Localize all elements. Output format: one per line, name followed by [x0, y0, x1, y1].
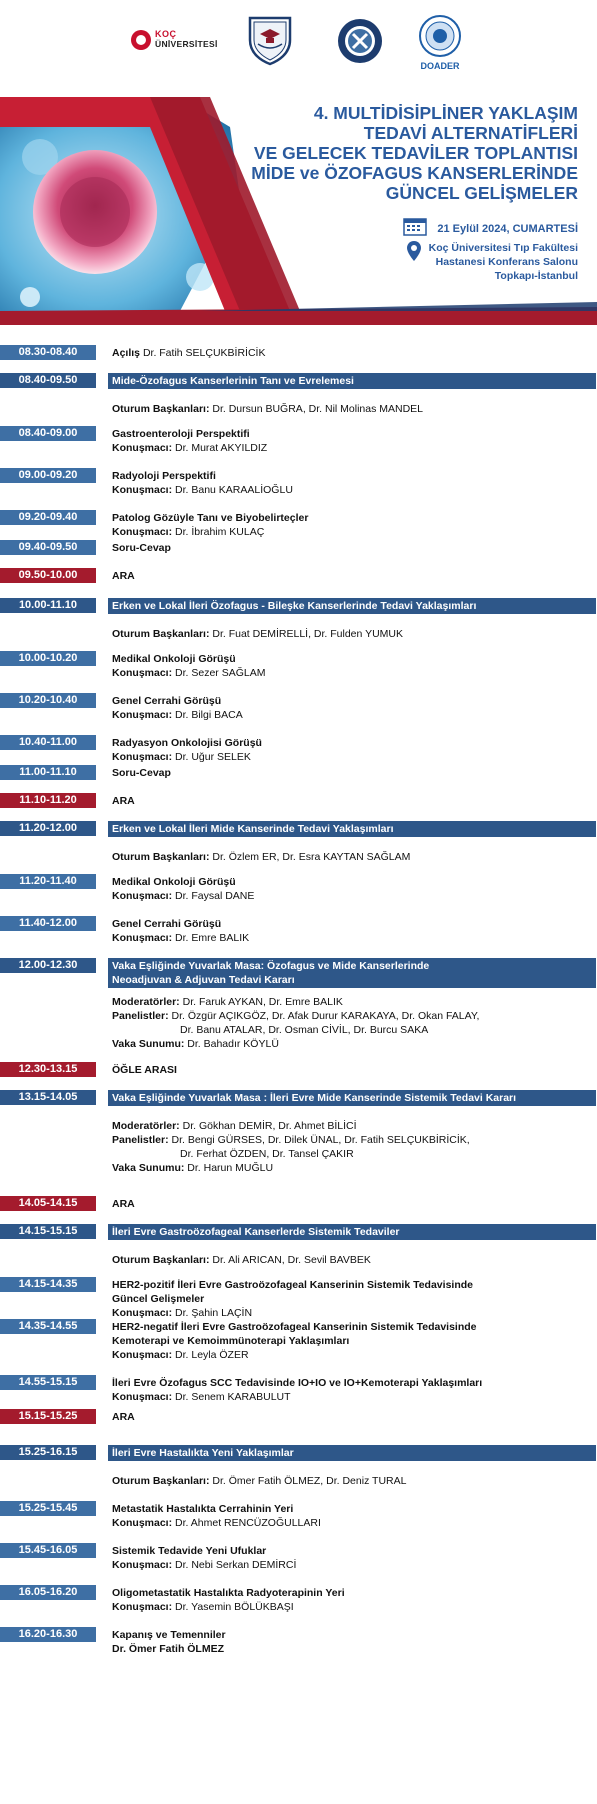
- case-label: Vaka Sunumu:: [112, 1038, 185, 1050]
- speaker-name: Dr. Leyla ÖZER: [175, 1349, 249, 1361]
- talk-title: ARA: [112, 795, 135, 807]
- talk-title: Soru-Cevap: [112, 767, 171, 779]
- event-title: [251, 103, 578, 203]
- program-item-text: [112, 766, 592, 780]
- speaker-label: Konuşmacı:: [112, 442, 173, 454]
- item-text: Dr. Fuat DEMİRELLİ, Dr. Fulden YUMUK: [212, 628, 403, 640]
- case-label: Vaka Sunumu:: [112, 1162, 185, 1174]
- item-text: Dr. Dursun BUĞRA, Dr. Nil Molinas MANDEL: [212, 403, 424, 415]
- session-title: Mide-Özofagus Kanserlerinin Tanı ve Evrelemesi: [112, 375, 354, 387]
- time-badge: 08.40-09.00: [0, 426, 96, 441]
- location-line-2: Hastanesi Konferans Salonu: [435, 256, 578, 268]
- talk-title: Kapanış ve Temenniler: [112, 1629, 226, 1641]
- session-title-bar: [108, 958, 596, 988]
- program-item-text: [112, 569, 592, 583]
- program-item-text: [112, 427, 592, 455]
- item-label: Oturum Başkanları:: [112, 1475, 210, 1487]
- item-text: Dr. Ali ARICAN, Dr. Sevil BAVBEK: [212, 1254, 371, 1266]
- title-line-2: TEDAVİ ALTERNATİFLERİ: [363, 123, 578, 143]
- program-item-text: [112, 511, 592, 539]
- session-title-bar: [108, 821, 596, 837]
- program-item-text: [112, 1278, 592, 1320]
- speaker-name: Dr. Emre BALIK: [175, 932, 250, 944]
- session-title: İleri Evre Gastroözofageal Kanserlerde Sistemik Tedaviler: [112, 1226, 400, 1238]
- program-item-text: [112, 1119, 592, 1175]
- talk-title-line-2: Kemoterapi ve Kemoimmünoterapi Yaklaşımları: [112, 1335, 350, 1347]
- time-badge: 14.35-14.55: [0, 1319, 96, 1334]
- speaker-name: Dr. Uğur SELEK: [175, 751, 251, 763]
- time-badge: 09.50-10.00: [0, 568, 96, 583]
- program-item-text: [112, 541, 592, 555]
- panelists-names: Dr. Özgür AÇIKGÖZ, Dr. Afak Durur KARAKAYA, Dr. Okan FALAY,: [171, 1010, 480, 1022]
- case-presenter: Dr. Bahadır KÖYLÜ: [187, 1038, 279, 1050]
- speaker-label: Konuşmacı:: [112, 1391, 173, 1403]
- program-item-text: [112, 694, 592, 722]
- speaker-label: Konuşmacı:: [112, 1307, 173, 1319]
- panelists-label: Panelistler:: [112, 1134, 169, 1146]
- time-badge: 15.15-15.25: [0, 1409, 96, 1424]
- program-item-text: [112, 736, 592, 764]
- program-item-text: [112, 1544, 592, 1572]
- session-title: Erken ve Lokal İleri Özofagus - Bileşke Kanserlerinde Tedavi Yaklaşımları: [112, 600, 477, 612]
- speaker-name: Dr. Murat AKYILDIZ: [175, 442, 268, 454]
- speaker-label: Konuşmacı:: [112, 1601, 173, 1613]
- speaker-label: Konuşmacı:: [112, 1559, 173, 1571]
- moderators-label: Moderatörler:: [112, 1120, 180, 1132]
- title-line-1: 4. MULTİDİSİPLİNER YAKLAŞIM: [313, 103, 578, 123]
- program-item-text: [112, 1474, 592, 1488]
- time-badge: 11.20-12.00: [0, 821, 96, 836]
- talk-title: ARA: [112, 1198, 135, 1210]
- program-item-text: [112, 469, 592, 497]
- time-badge: 10.20-10.40: [0, 693, 96, 708]
- item-label: Oturum Başkanları:: [112, 851, 210, 863]
- session-title-bar: [108, 1090, 596, 1106]
- shield-logo: [244, 14, 296, 66]
- item-text: Dr. Fatih SELÇUKBİRİCİK: [142, 347, 266, 359]
- talk-title: Metastatik Hastalıkta Cerrahinin Yeri: [112, 1503, 294, 1515]
- time-badge: 10.00-10.20: [0, 651, 96, 666]
- moderators-label: Moderatörler:: [112, 996, 180, 1008]
- time-badge: 12.00-12.30: [0, 958, 96, 973]
- speaker-label: Konuşmacı:: [112, 932, 173, 944]
- speaker-label: Konuşmacı:: [112, 890, 173, 902]
- talk-title: ARA: [112, 1411, 135, 1423]
- talk-title: Medikal Onkoloji Görüşü: [112, 876, 236, 888]
- session-title: Vaka Eşliğinde Yuvarlak Masa : İleri Evre Mide Kanserinde Sistemik Tedavi Kararı: [112, 1092, 517, 1104]
- talk-title: Genel Cerrahi Görüşü: [112, 695, 222, 707]
- talk-title: Oligometastatik Hastalıkta Radyoterapinin Yeri: [112, 1587, 345, 1599]
- panelists-names: Dr. Bengi GÜRSES, Dr. Dilek ÜNAL, Dr. Fatih SELÇUKBİRİCİK,: [171, 1134, 470, 1146]
- item-label: Açılış: [112, 347, 141, 359]
- speaker-label: Konuşmacı:: [112, 1349, 173, 1361]
- program-item-text: [112, 850, 592, 864]
- program-item-text: [112, 1063, 592, 1077]
- talk-title: Radyoloji Perspektifi: [112, 470, 216, 482]
- speaker-label: Konuşmacı:: [112, 1517, 173, 1529]
- program-item-text: [112, 1586, 592, 1614]
- time-badge: 10.00-11.10: [0, 598, 96, 613]
- program-item-text: [112, 794, 592, 808]
- talk-title-line-2: Güncel Gelişmeler: [112, 1293, 205, 1305]
- speaker-name: Dr. Ahmet RENCÜZOĞULLARI: [175, 1517, 321, 1529]
- time-badge: 11.00-11.10: [0, 765, 96, 780]
- time-badge: 11.40-12.00: [0, 916, 96, 931]
- talk-title: Radyasyon Onkolojisi Görüşü: [112, 737, 262, 749]
- panelists-names-line-2: Dr. Ferhat ÖZDEN, Dr. Tansel ÇAKIR: [180, 1148, 354, 1160]
- time-badge: 14.15-15.15: [0, 1224, 96, 1239]
- location-row: [407, 241, 578, 283]
- time-badge: 14.15-14.35: [0, 1277, 96, 1292]
- program-item-text: [112, 346, 592, 360]
- program-item-text: [112, 1197, 592, 1211]
- time-badge: 09.00-09.20: [0, 468, 96, 483]
- doader-logo-text: DOADER: [420, 61, 460, 71]
- speaker-label: Konuşmacı:: [112, 484, 173, 496]
- time-badge: 14.55-15.15: [0, 1375, 96, 1390]
- time-badge: 08.30-08.40: [0, 345, 96, 360]
- program-item-text: [112, 1253, 592, 1267]
- time-badge: 16.05-16.20: [0, 1585, 96, 1600]
- moderators-names: Dr. Gökhan DEMİR, Dr. Ahmet BİLİCİ: [182, 1120, 357, 1132]
- talk-title: Soru-Cevap: [112, 542, 171, 554]
- event-date: 21 Eylül 2024, CUMARTESİ: [437, 222, 578, 235]
- speaker-label: Konuşmacı:: [112, 526, 173, 538]
- doader-logo: [415, 14, 465, 72]
- speaker-label: Konuşmacı:: [112, 709, 173, 721]
- session-title-line-2: Neoadjuvan & Adjuvan Tedavi Kararı: [112, 974, 295, 986]
- title-line-3: VE GELECEK TEDAVİLER TOPLANTISI: [253, 143, 578, 163]
- time-badge: 15.45-16.05: [0, 1543, 96, 1558]
- koc-logo-line2: ÜNİVERSİTESİ: [155, 39, 218, 49]
- speaker-name: Dr. Şahin LAÇİN: [175, 1307, 253, 1319]
- talk-title: HER2-pozitif İleri Evre Gastroözofageal Kanserinin Sistemik Tedavisinde: [112, 1279, 473, 1291]
- program-item-text: [112, 917, 592, 945]
- program-item-text: [112, 1502, 592, 1530]
- closing-speaker: Dr. Ömer Fatih ÖLMEZ: [112, 1643, 225, 1655]
- item-label: Oturum Başkanları:: [112, 628, 210, 640]
- talk-title: ÖĞLE ARASI: [112, 1064, 177, 1076]
- item-label: Oturum Başkanları:: [112, 1254, 210, 1266]
- time-badge: 12.30-13.15: [0, 1062, 96, 1077]
- speaker-name: Dr. Nebi Serkan DEMİRCİ: [175, 1559, 297, 1571]
- calendar-icon: [403, 216, 427, 241]
- location-pin-icon: [407, 241, 421, 283]
- panelists-names-line-2: Dr. Banu ATALAR, Dr. Osman CİVİL, Dr. Burcu SAKA: [180, 1024, 429, 1036]
- program-item-text: [112, 995, 592, 1051]
- time-badge: 10.40-11.00: [0, 735, 96, 750]
- program-item-text: [112, 1628, 592, 1656]
- time-badge: 09.20-09.40: [0, 510, 96, 525]
- session-title-bar: [108, 598, 596, 614]
- program-item-text: [112, 1320, 592, 1362]
- session-title: İleri Evre Hastalıkta Yeni Yaklaşımlar: [112, 1447, 294, 1459]
- program-item-text: [112, 1376, 592, 1404]
- panelists-label: Panelistler:: [112, 1010, 169, 1022]
- talk-title: HER2-negatif İleri Evre Gastroözofageal Kanserinin Sistemik Tedavisinde: [112, 1321, 477, 1333]
- program-item-text: [112, 402, 592, 416]
- program-item-text: [112, 1410, 592, 1424]
- talk-title: İleri Evre Özofagus SCC Tedavisinde IO+IO ve IO+Kemoterapi Yaklaşımları: [112, 1377, 483, 1389]
- session-title: Vaka Eşliğinde Yuvarlak Masa: Özofagus ve Mide Kanserlerinde: [112, 960, 430, 972]
- item-label: Oturum Başkanları:: [112, 403, 210, 415]
- session-title: Erken ve Lokal İleri Mide Kanserinde Tedavi Yaklaşımları: [112, 823, 394, 835]
- koc-logo-line1: KOÇ: [155, 29, 177, 39]
- time-badge: 15.25-15.45: [0, 1501, 96, 1516]
- location-line-3: Topkapı-İstanbul: [494, 270, 578, 282]
- item-text: Dr. Özlem ER, Dr. Esra KAYTAN SAĞLAM: [212, 851, 411, 863]
- case-presenter: Dr. Harun MUĞLU: [187, 1162, 274, 1174]
- program-item-text: [112, 627, 592, 641]
- talk-title: Gastroenteroloji Perspektifi: [112, 428, 250, 440]
- item-text: Dr. Ömer Fatih ÖLMEZ, Dr. Deniz TURAL: [212, 1475, 407, 1487]
- talk-title: Sistemik Tedavide Yeni Ufuklar: [112, 1545, 267, 1557]
- title-line-4: MİDE ve ÖZOFAGUS KANSERLERİNDE: [251, 163, 578, 183]
- time-badge: 11.20-11.40: [0, 874, 96, 889]
- program-item-text: [112, 652, 592, 680]
- time-badge: 15.25-16.15: [0, 1445, 96, 1460]
- program-item-text: [112, 875, 592, 903]
- koc-university-logo: [131, 28, 231, 52]
- talk-title: ARA: [112, 570, 135, 582]
- event-location: [429, 241, 578, 283]
- time-badge: 14.05-14.15: [0, 1196, 96, 1211]
- speaker-name: Dr. İbrahim KULAÇ: [175, 526, 265, 538]
- header-banner: [0, 97, 597, 325]
- speaker-name: Dr. Banu KARAALİOĞLU: [175, 484, 293, 496]
- session-title-bar: [108, 373, 596, 389]
- speaker-name: Dr. Sezer SAĞLAM: [175, 667, 266, 679]
- time-badge: 16.20-16.30: [0, 1627, 96, 1642]
- time-badge: 09.40-09.50: [0, 540, 96, 555]
- time-badge: 11.10-11.20: [0, 793, 96, 808]
- speaker-label: Konuşmacı:: [112, 667, 173, 679]
- location-line-1: Koç Üniversitesi Tıp Fakültesi: [428, 242, 578, 254]
- speaker-name: Dr. Faysal DANE: [175, 890, 255, 902]
- time-badge: 08.40-09.50: [0, 373, 96, 388]
- talk-title: Patolog Gözüyle Tanı ve Biyobelirteçler: [112, 512, 309, 524]
- speaker-name: Dr. Yasemin BÖLÜKBAŞI: [175, 1601, 294, 1613]
- society-logo: [337, 18, 383, 64]
- session-title-bar: [108, 1445, 596, 1461]
- speaker-name: Dr. Senem KARABULUT: [175, 1391, 291, 1403]
- logo-strip: [0, 0, 597, 92]
- speaker-name: Dr. Bilgi BACA: [175, 709, 243, 721]
- time-badge: 13.15-14.05: [0, 1090, 96, 1105]
- talk-title: Genel Cerrahi Görüşü: [112, 918, 222, 930]
- session-title-bar: [108, 1224, 596, 1240]
- talk-title: Medikal Onkoloji Görüşü: [112, 653, 236, 665]
- speaker-label: Konuşmacı:: [112, 751, 173, 763]
- title-line-5: GÜNCEL GELİŞMELER: [385, 183, 578, 203]
- moderators-names: Dr. Faruk AYKAN, Dr. Emre BALIK: [182, 996, 343, 1008]
- date-row: [403, 216, 578, 241]
